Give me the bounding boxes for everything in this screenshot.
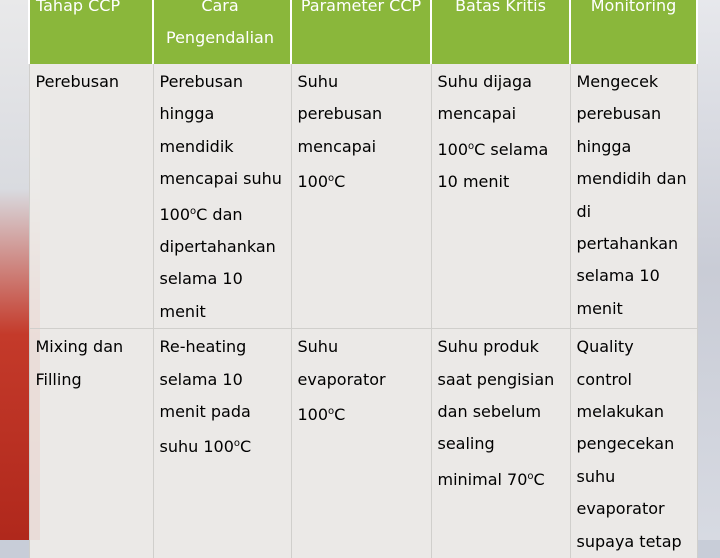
header-tahap-ccp: Tahap CCP [29, 0, 153, 64]
table-row [29, 329, 697, 558]
table-header-row [29, 0, 697, 64]
cell-tahap: Perebusan [29, 64, 153, 329]
table-row [29, 64, 697, 329]
cell-monitoring: Quality control melakukan pengecekan suhu evaporator supaya tetap [570, 329, 697, 558]
ccp-table [28, 0, 698, 558]
cell-tahap: Mixing dan Filling [29, 329, 153, 558]
cell-cara: Perebusan hingga mendidik mencapai suhu 100$^o$C dan dipertahankan selama 10 menit [153, 64, 291, 329]
cell-parameter: Suhu perebusan mencapai 100$^o$C [291, 64, 431, 329]
cell-monitoring: Mengecek perebusan hingga mendidih dan di pertahankan selama 10 menit [570, 64, 697, 329]
header-monitoring: Monitoring [570, 0, 697, 64]
cell-batas: Suhu produk saat pengisian dan sebelum sealing minimal 70$^o$C [431, 329, 570, 558]
header-cara-pengendalian: Cara Pengendalian [153, 0, 291, 64]
header-batas-kritis: Batas Kritis [431, 0, 570, 64]
cell-batas: Suhu dijaga mencapai 100$^o$C selama 10 menit [431, 64, 570, 329]
cell-parameter: Suhu evaporator 100$^o$C [291, 329, 431, 558]
ccp-table-container [28, 0, 696, 551]
cell-cara: Re-heating selama 10 menit pada suhu 100$^o$C [153, 329, 291, 558]
header-parameter-ccp: Parameter CCP [291, 0, 431, 64]
